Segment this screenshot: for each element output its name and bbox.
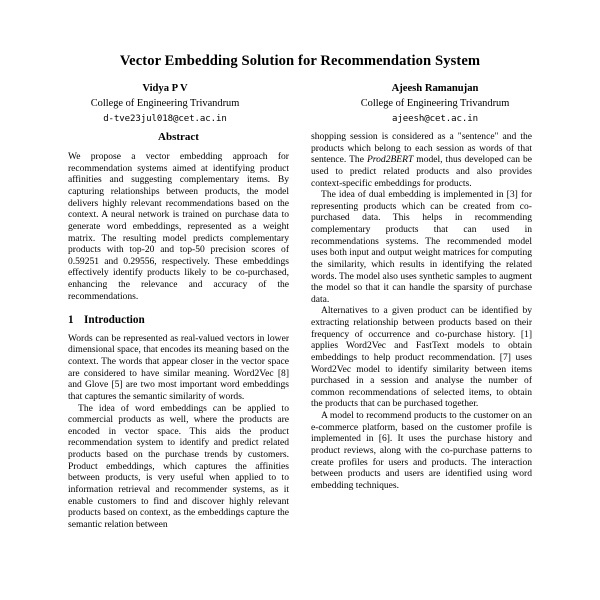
paper-title: Vector Embedding Solution for Recommendation System	[119, 53, 481, 69]
paragraph-text-post: model, thus developed can be used to predict related products and also provides context-specific embeddings for products.	[311, 154, 532, 189]
section-title: Introduction	[84, 314, 145, 327]
paragraph: The idea of word embeddings can be applied to commercial products as well, where the products are encoded in vector space. This aids the product recommendation system to identify and predict related products based on the purchase trends by customers. Product embeddings, which captures the affinities between products, is very useful when applied to to information retrieval and recommender systems, as it enable customers to find and discover highly relevant products based on context, as the embeddings capture the semantic relation between	[68, 402, 289, 530]
paragraph-continued	[311, 131, 532, 189]
paragraph: A model to recommend products to the customer on an e-commerce platform, based on the customer profile is implemented in [6]. It uses the purchase history and product reviews, along with the co-purchase patterns to create profiles for users and products. The interaction between products and users are identified using word embedding techniques.	[311, 410, 532, 491]
section-heading-introduction	[68, 314, 289, 327]
body-columns	[0, 131, 600, 600]
author-block-1	[30, 82, 300, 126]
author-name: Ajeesh Ramanujan	[391, 82, 479, 94]
section-number: 1	[68, 314, 74, 327]
author-block-2	[300, 82, 570, 126]
paragraph: The idea of dual embedding is implemented in [3] for representing products which can be created from co-purchased data. This helps in recommending complementary products that can used in recommendations systems. The recommended model uses both input and output weight matrices for computing the similarity, which results in identifying the related words. The model also uses synthetic samples to augment the model so that it can handle the sparsity of purchase data.	[311, 189, 532, 305]
author-list	[0, 71, 600, 126]
model-name-prod2bert: Prod2BERT	[366, 154, 414, 166]
abstract-text: We propose a vector embedding approach for recommendation systems aimed at identifying product affinities and suggesting complementary items. By capturing relationships between products, the model delivers highly relevant recommendations based on the context. A neural network is trained on purchase data to generate word embeddings, represented as a weight matrix. The resulting model predicts complementary products with top-20 and top-50 precision scores of 0.59251 and 0.29556, respectively. These embeddings effectively identify products likely to be co-purchased, enhancing the relevance and accuracy of the recommendations.	[68, 151, 289, 302]
paragraph: Words can be represented as real-valued vectors in lower dimensional space, that encodes its meaning based on the context. The words that appear closer in the vector space are considered to have similar meaning. Word2Vec [8] and Glove [5] are two most important word embeddings that captures the semantic similarity of words.	[68, 332, 289, 402]
author-email: d-tve23jul018@cet.ac.in	[103, 114, 227, 125]
paragraph: Alternatives to a given product can be identified by extracting relationship between products based on their frequency of occurrence and co-purchase history. [1] applies Word2Vec and FastText models to obtain embeddings to help product recommendation. [7] uses Word2Vec model to identify similarity between items purchased in a session and analyse the number of common recommendations of selected items, to obtain the products that can be purchased together.	[311, 305, 532, 410]
paragraph-text-pre: shopping session is considered as a "sentence" and the products which belong to each session as words of that sentence. The	[311, 131, 532, 166]
author-affiliation: College of Engineering Trivandrum	[360, 97, 510, 109]
author-affiliation: College of Engineering Trivandrum	[90, 97, 240, 109]
author-name: Vidya P V	[142, 82, 188, 94]
right-column	[311, 131, 532, 600]
left-column	[68, 131, 289, 600]
abstract-heading: Abstract	[158, 131, 199, 143]
author-email: ajeesh@cet.ac.in	[392, 114, 478, 125]
